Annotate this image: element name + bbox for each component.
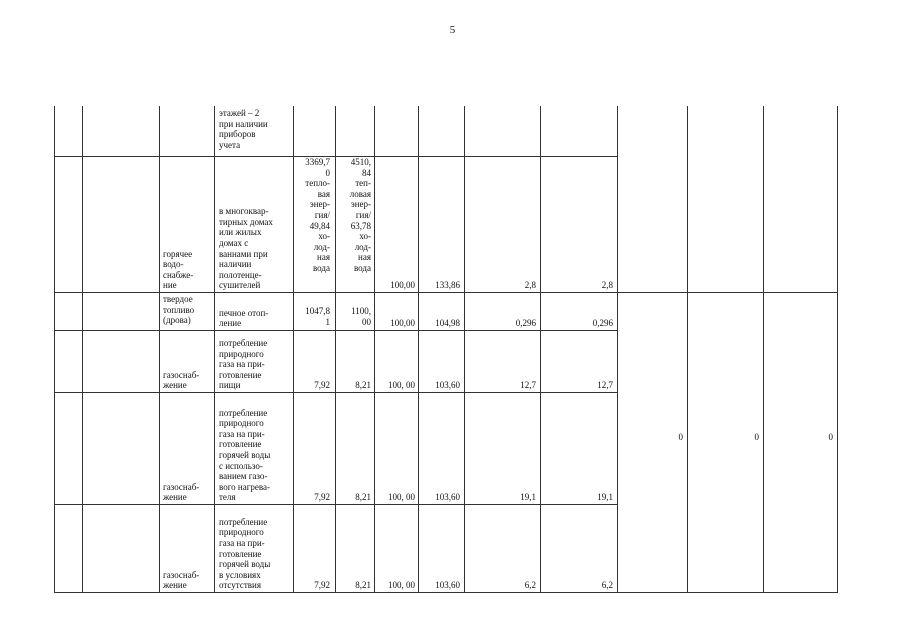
col-border: [82, 106, 83, 593]
consumption-type-cell: этажей – 2 при наличии приборов учета: [219, 108, 268, 150]
col-border: [837, 106, 838, 593]
norm-new-cell: 4510, 84 теп- ловая энер- гия/ 63,78 хо- лод- ная вода: [349, 157, 371, 273]
index-cell: 133,86: [435, 280, 460, 291]
norm-new-cell: 8,21: [355, 492, 371, 503]
utility-service-cell: горячее водо- снабже- ние: [163, 248, 194, 291]
value-cell: 12,7: [520, 380, 536, 391]
utility-service-cell: твердое топливо (дрова): [163, 294, 195, 326]
index-cell: 100,00: [390, 318, 415, 329]
index-cell: 100, 00: [388, 492, 415, 503]
value-cell: 2,8: [601, 280, 613, 291]
norm-new-cell: 8,21: [355, 580, 371, 591]
consumption-type-cell: потребление природного газа на при- готовление горячей воды в условиях отсутствия: [219, 516, 271, 591]
index-cell: 100,00: [390, 280, 415, 291]
value-cell: 0,296: [515, 318, 536, 329]
norm-new-cell: 1100, 00: [351, 306, 371, 327]
value-cell: 19,1: [597, 492, 613, 503]
value-cell: 2,8: [524, 280, 536, 291]
value-cell: 0,296: [592, 318, 613, 329]
consumption-type-cell: потребление природного газа на при- готовление пищи: [219, 338, 268, 391]
row-border: [54, 292, 838, 293]
norm-old-cell: 1047,8 1: [305, 306, 330, 327]
norm-old-cell: 7,92: [314, 380, 330, 391]
col-border: [617, 106, 618, 593]
norm-old-cell: 3369,7 0 тепло- вая энер- гия/ 49,84 хо- лод- ная вода: [305, 157, 330, 273]
norm-old-cell: 7,92: [314, 492, 330, 503]
merged-value-cell: 0: [678, 432, 683, 442]
index-cell: 103,60: [435, 380, 460, 391]
consumption-type-cell: потребление природного газа на при- готовление горячей воды с использо- ванием газо- вого нагрева- теля: [219, 407, 271, 503]
norm-new-cell: 8,21: [355, 380, 371, 391]
index-cell: 103,60: [435, 580, 460, 591]
value-cell: 19,1: [520, 492, 536, 503]
utility-service-cell: газоснаб- жение: [163, 569, 200, 591]
table-bottom-border: [54, 592, 838, 593]
page-number: 5: [449, 24, 456, 36]
utility-service-cell: газоснаб- жение: [163, 481, 200, 503]
norm-old-cell: 7,92: [314, 580, 330, 591]
value-cell: 12,7: [597, 380, 613, 391]
merged-value-cell: 0: [754, 432, 759, 442]
consumption-type-cell: печное отоп- ление: [219, 307, 269, 329]
value-cell: 6,2: [601, 580, 613, 591]
consumption-type-cell: в многоквар- тирных домах или жилых домах с ваннами при наличии полотенце- сушителей: [219, 206, 273, 291]
col-border: [54, 106, 55, 593]
col-border: [159, 106, 160, 593]
value-cell: 6,2: [524, 580, 536, 591]
utility-service-cell: газоснаб- жение: [163, 369, 200, 391]
index-cell: 103,60: [435, 492, 460, 503]
index-cell: 104,98: [435, 318, 460, 329]
col-border: [763, 106, 764, 593]
merged-value-cell: 0: [828, 432, 833, 442]
col-border: [687, 106, 688, 593]
index-cell: 100, 00: [388, 580, 415, 591]
index-cell: 100, 00: [388, 380, 415, 391]
